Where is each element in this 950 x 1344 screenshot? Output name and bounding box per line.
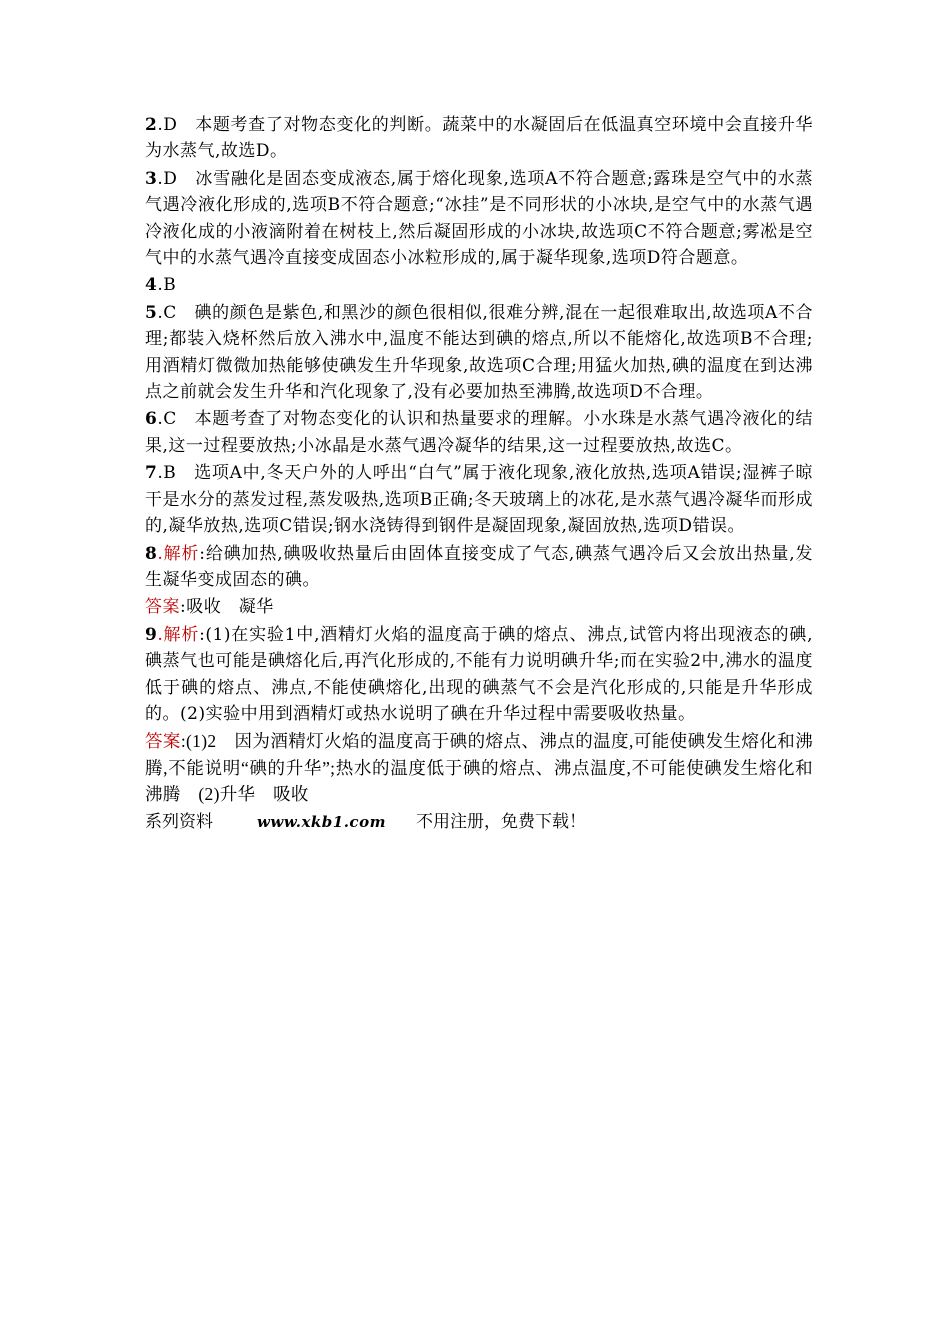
answer-item-3 [145, 166, 813, 272]
item-choice: .B [157, 463, 177, 484]
item-number: 9 [145, 624, 158, 645]
answer-item-7 [145, 460, 813, 539]
answer-item-8 [145, 541, 813, 594]
answer-page [145, 112, 813, 835]
answer-item-2 [145, 112, 813, 165]
item-explanation: 选项A中,冬天户外的人呼出“白气”属于液化现象,液化放热,选项A错误;湿裤子晾干是水分的蒸发过程,蒸发吸热,选项B正确;冬天玻璃上的冰花,是水蒸气遇冷凝华而形成的,凝华放热,选项C错误;钢水浇铸得到钢件是凝固现象,凝固放热,选项D错误。 [145, 463, 813, 537]
answer-item-9 [145, 622, 813, 728]
analysis-text: :(1)在实验1中,酒精灯火焰的温度高于碘的熔点、沸点,试管内将出现液态的碘,碘蒸气也可能是碘熔化后,再汽化形成的,不能有力说明碘升华;而在实验2中,沸水的温度低于碘的熔点、沸点,不能使碘熔化,出现的碘蒸气不会是汽化形成的,只能是升华形成的。(2)实验中用到酒精灯或热水说明了碘在升华过程中需要吸收热量。 [145, 624, 813, 724]
answer-label: 答案 [145, 597, 180, 618]
analysis-label: .解析 [157, 624, 200, 645]
analysis-text: :给碘加热,碘吸收热量后由固体直接变成了气态,碘蒸气遇冷后又会放出热量,发生凝华变成固态的碘。 [145, 543, 814, 590]
answer-item-4 [145, 272, 813, 298]
item-choice: .C [157, 409, 177, 430]
answer-item-5 [145, 300, 813, 406]
item-number: 7 [145, 463, 158, 484]
answer-text: :吸收 凝华 [180, 597, 274, 618]
item-explanation: 本题考查了对物态变化的判断。蔬菜中的水凝固后在低温真空环境中会直接升华为水蒸气,故选D。 [145, 115, 813, 162]
site-watermark[interactable]: www.xkb1.com [257, 812, 386, 831]
item-choice: .C [157, 302, 177, 323]
footer-line [145, 809, 813, 835]
item-number: 3 [145, 168, 158, 189]
item-number: 5 [145, 302, 158, 323]
item-explanation: 冰雪融化是固态变成液态,属于熔化现象,选项A不符合题意;露珠是空气中的水蒸气遇冷液化形成的,选项B不符合题意;“冰挂”是不同形状的小冰块,是空气中的水蒸气遇冷液化成的小液滴附着在树枝上,然后凝固形成的小冰块,故选项C不符合题意;雾凇是空气中的水蒸气遇冷直接变成固态小冰粒形成的,属于凝华现象,选项D符合题意。 [145, 168, 813, 269]
item-explanation: 碘的颜色是紫色,和黑沙的颜色很相似,很难分辨,混在一起很难取出,故选项A不合理;都装入烧杯然后放入沸水中,温度不能达到碘的熔点,所以不能熔化,故选项B不合理;用酒精灯微微加热能够使碘发生升华现象,故选项C合理;用猛火加热,碘的温度在到达沸点之前就会发生升华和汽化现象了,没有必要加热至沸腾,故选项D不合理。 [145, 302, 813, 403]
item-number: 4 [145, 275, 158, 296]
item-number: 6 [145, 409, 158, 430]
footer-series-label: 系列资料 [145, 811, 213, 832]
item-number: 8 [145, 543, 158, 564]
answer-line-8 [145, 594, 813, 620]
item-choice: .D [157, 168, 178, 189]
item-explanation: 本题考查了对物态变化的认识和热量要求的理解。小水珠是水蒸气遇冷液化的结果,这一过程要放热;小冰晶是水蒸气遇冷凝华的结果,这一过程要放热,故选C。 [145, 409, 813, 456]
footer-free-download: 不用注册，免费下载！ [415, 811, 586, 832]
answer-line-9 [145, 728, 813, 807]
answer-item-6 [145, 406, 813, 459]
analysis-label: .解析 [157, 543, 200, 564]
answer-text: :(1)2 因为酒精灯火焰的温度高于碘的熔点、沸点的温度,可能使碘发生熔化和沸腾,不能说明“碘的升华”;热水的温度低于碘的熔点、沸点温度,不可能使碘发生熔化和沸腾 (2)升华 吸收 [145, 731, 813, 805]
item-choice: .D [157, 115, 178, 135]
answer-label: 答案 [145, 731, 181, 752]
item-number: 2 [145, 115, 158, 135]
item-choice: .B [157, 275, 177, 296]
